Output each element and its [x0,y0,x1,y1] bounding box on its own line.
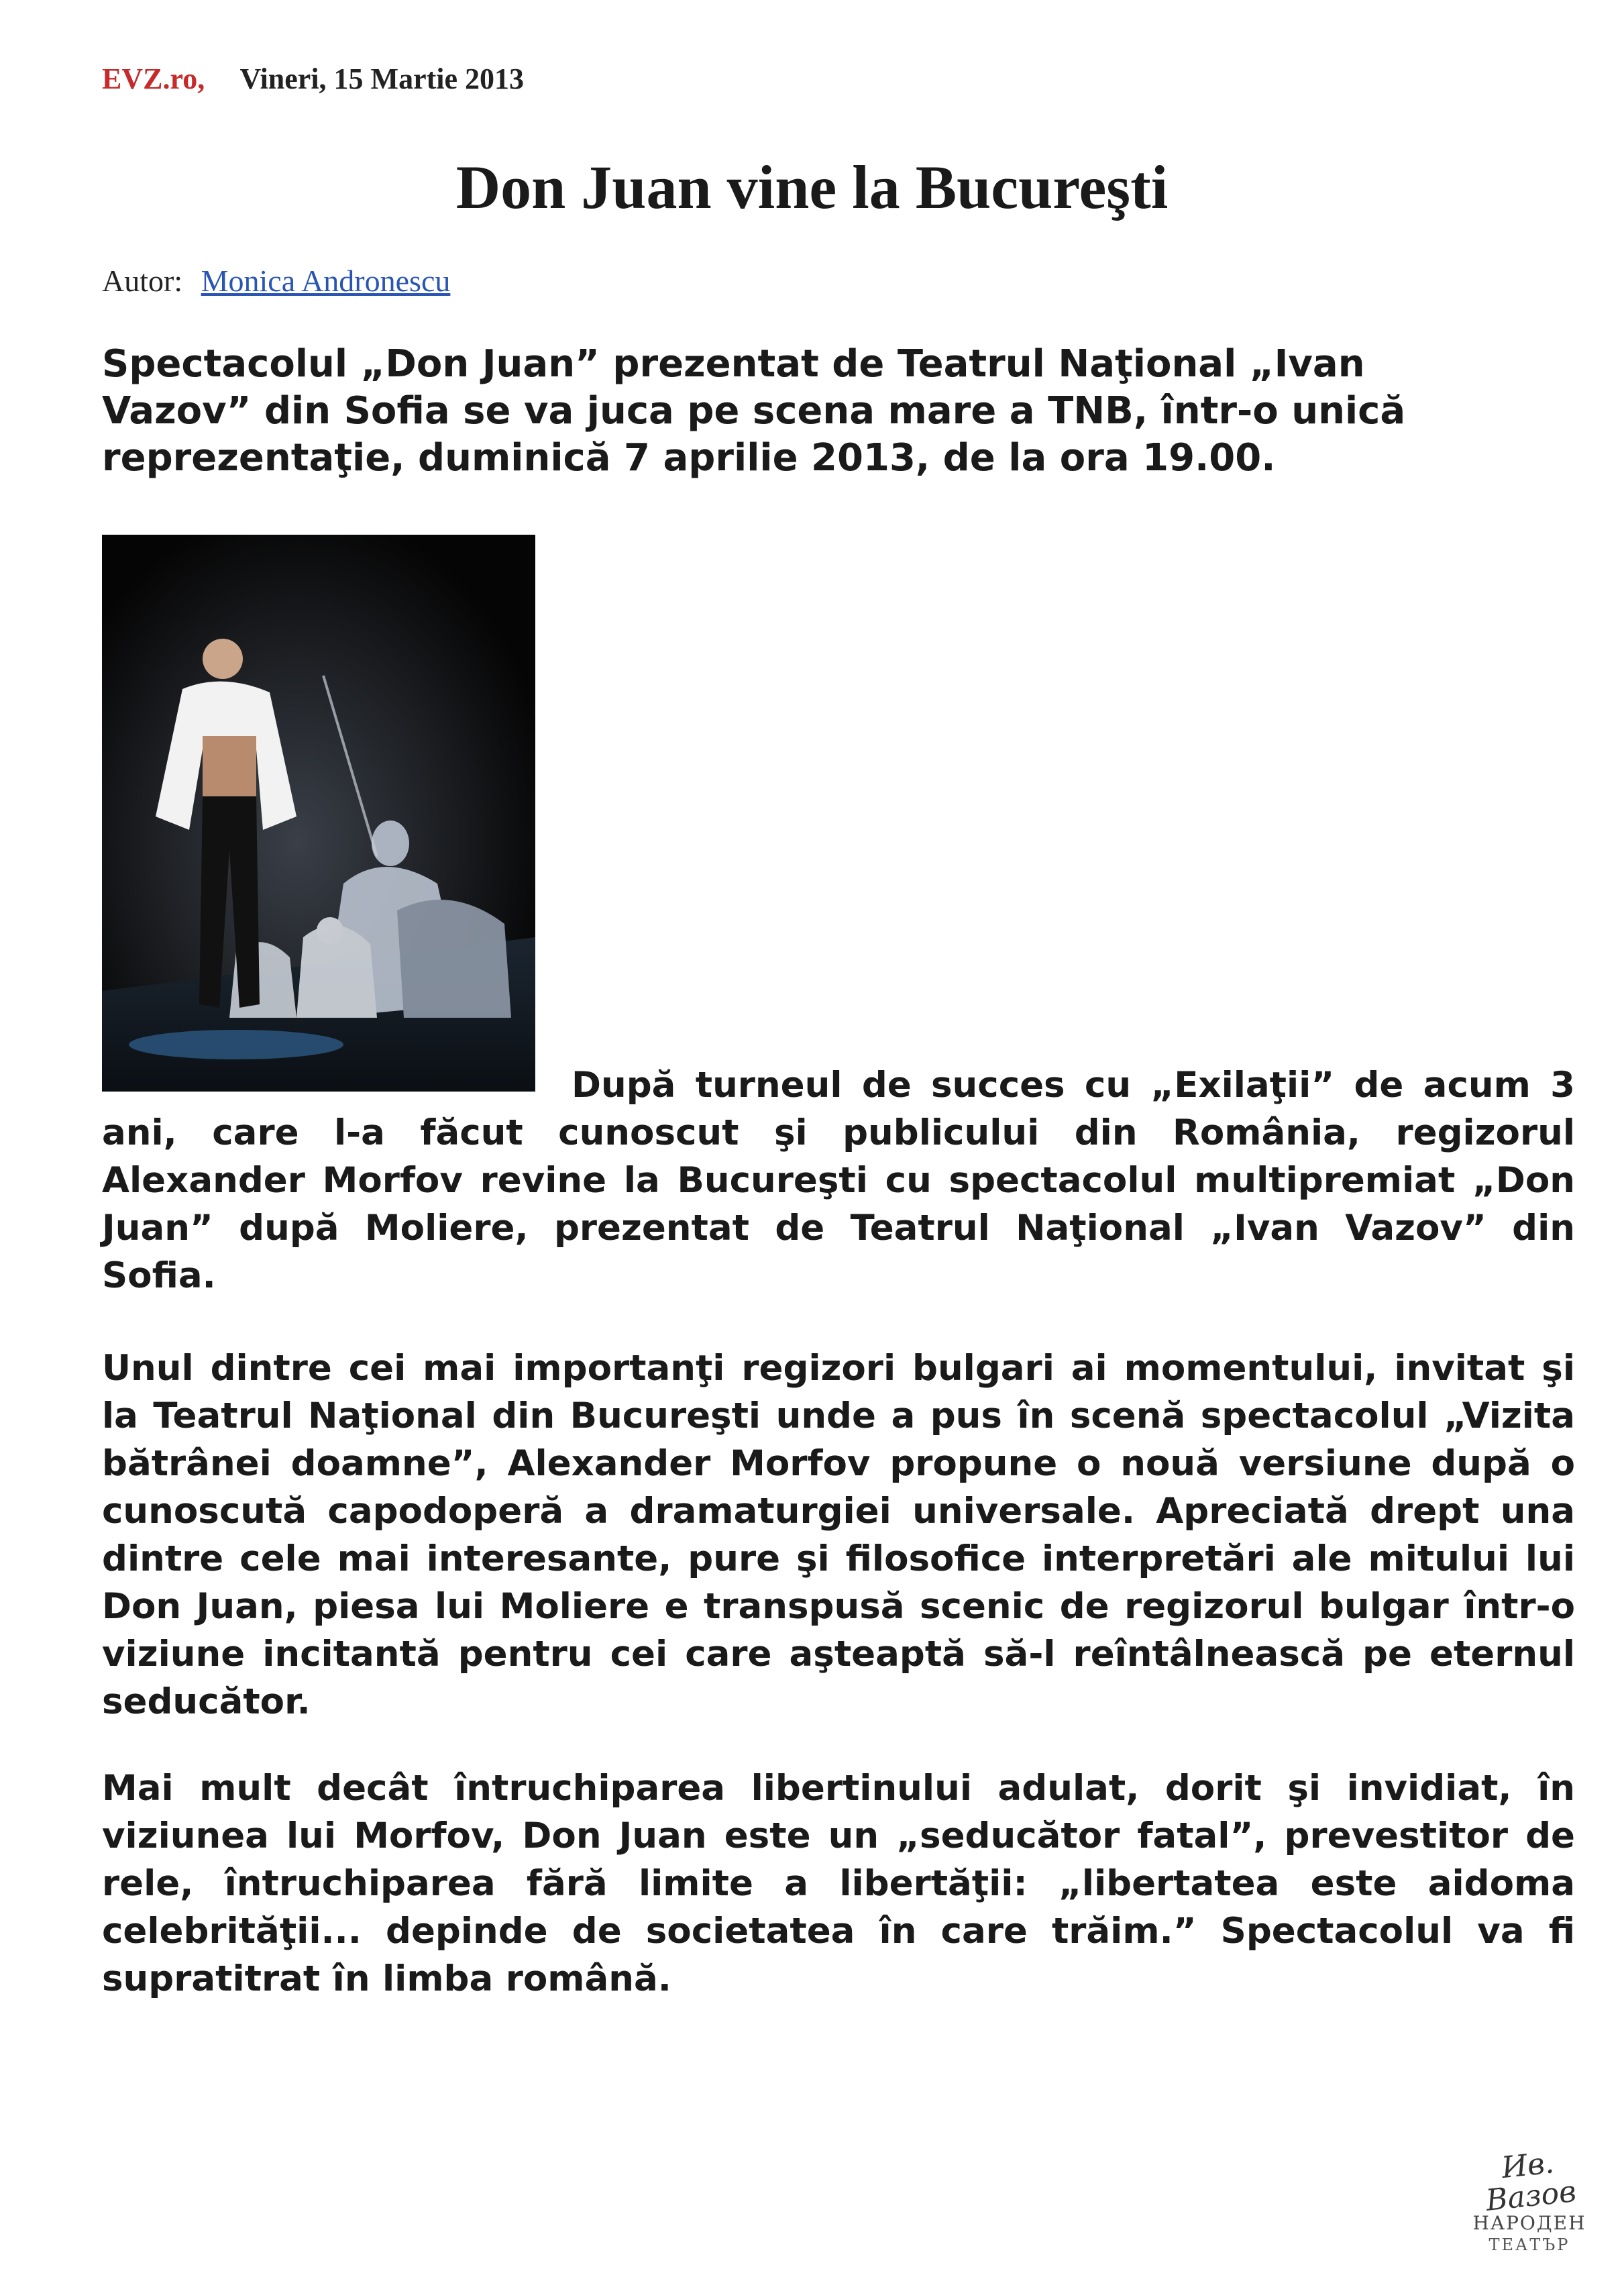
masthead [102,62,524,96]
article-lead: Spectacolul „Don Juan” prezentat de Teatrul Naţional „Ivan Vazov” din Sofia se va juca pe scena mare a TNB, într-o unică reprezentaţie, duminică 7 aprilie 2013, de la ora 19.00. [102,342,1406,480]
article-paragraph-1: După turneul de succes cu „Exilaţii” de acum 3 ani, care l-a făcut cunoscut şi publicului din România, regizorul Alexander Morfov revine la Bucureşti cu spectacolul multipremiat „Don Juan” după Moliere, prezentat de Teatrul Naţional „Ivan Vazov” din Sofia. [102,1065,1575,1296]
article-paragraph-3: Mai mult decât întruchiparea libertinului adulat, dorit şi invidiat, în viziunea lui Morfov, Don Juan este un „seducător fatal”, prevestitor de rele, întruchiparea fără limite a libertăţii: „libertatea este aidoma celebrităţii... depinde de societatea în care trăim.” Spectacolul va fi supratitrat în limba română. [102,1768,1575,1999]
publication-date: Vineri, 15 Martie 2013 [239,62,525,95]
article-paragraph-2: Unul dintre cei mai importanţi regizori bulgari ai momentului, invitat şi la Teatrul Naţional din Bucureşti unde a pus în scenă spectacolul „Vizita bătrânei doamne”, Alexander Morfov propune o nouă versiune după o cunoscută capodoperă a dramaturgiei universale. Apreciată drept una dintre cele mai interesante, pure şi filosofice interpretări ale mitului lui Don Juan, piesa lui Moliere e transpusă scenic de regizorul bulgar într-o viziune incitantă pentru cei care aşteaptă să-l reîntâlnească pe eternul seducător. [102,1348,1575,1722]
stage-photo-drawing [102,535,535,1092]
logo-signature: Ив. Вазов [1484,2146,1578,2218]
author-link[interactable]: Monica Andronescu [201,264,451,298]
source-name: EVZ.ro, [102,62,205,95]
stage-photo [102,535,535,1092]
author-line [102,263,450,299]
logo-line-1: НАРОДЕН [1472,2212,1586,2234]
author-label: Autor: [102,264,183,298]
article-title: Don Juan vine la Bucureşti [455,153,1169,221]
logo-line-2: ТЕАТЪР [1488,2235,1570,2254]
theatre-logo-stamp [1466,2146,1593,2254]
